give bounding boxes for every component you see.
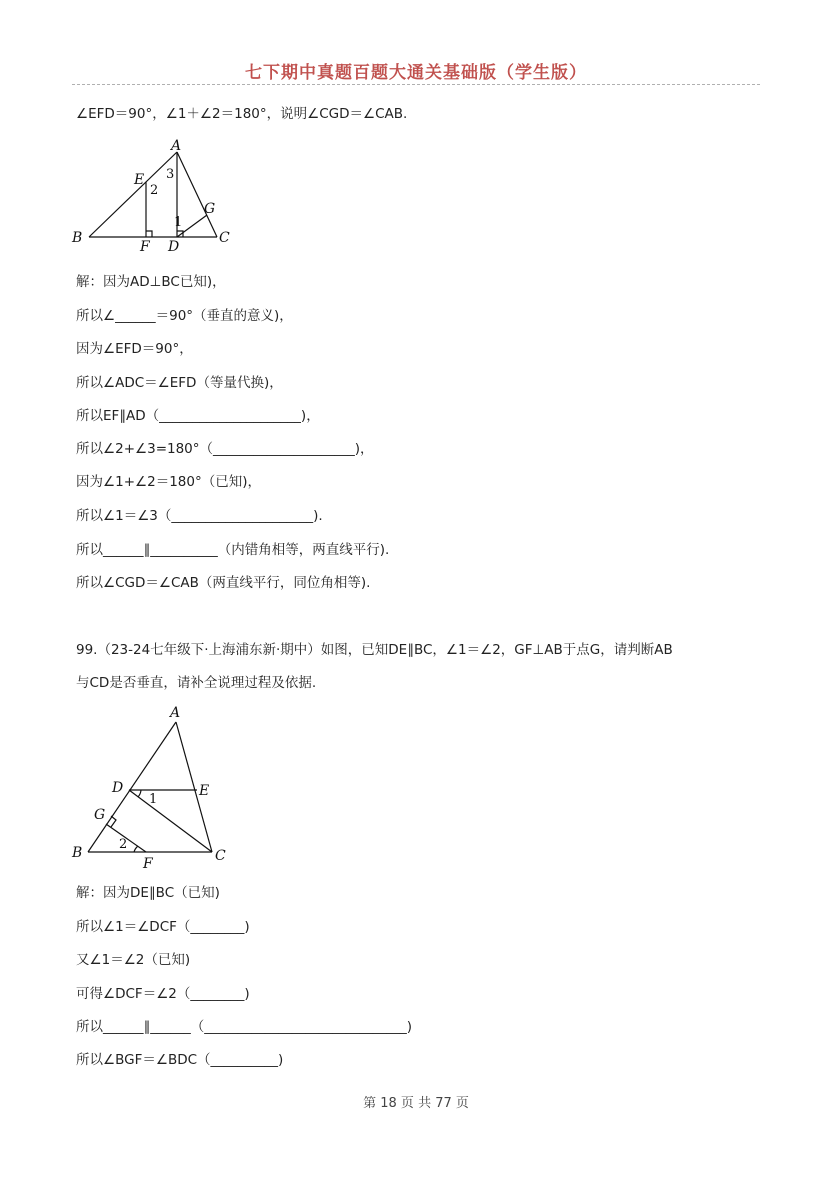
q98-angle-label-2: 2	[150, 183, 159, 198]
q99-segment-dc	[129, 790, 212, 852]
q99-side-ab	[88, 722, 176, 852]
q99-stem-line-2: 与CD是否垂直，请补全说理过程及依据.	[76, 675, 317, 691]
q99-step-2: 所以∠1＝∠DCF（________)	[76, 919, 250, 935]
q98-step-2: 所以∠______＝90°（垂直的意义)，	[76, 308, 293, 324]
q98-label-b: B	[72, 230, 83, 246]
q98-step-4: 所以∠ADC＝∠EFD（等量代换)，	[76, 375, 283, 391]
q98-step-3: 因为∠EFD＝90°，	[76, 341, 193, 357]
q98-side-ac	[177, 152, 217, 237]
q99-label-b: B	[72, 845, 83, 861]
q98-step-5: 所以EF∥AD（_____________________)，	[76, 408, 320, 424]
q98-step-7: 因为∠1+∠2＝180°（已知)，	[76, 474, 261, 490]
q99-angle-arc-1	[138, 790, 141, 797]
q99-figure	[70, 700, 240, 875]
q98-given: ∠EFD＝90°，∠1＋∠2＝180°，说明∠CGD＝∠CAB.	[76, 106, 408, 122]
q99-label-f: F	[143, 856, 153, 872]
q99-step-6: 所以∠BGF＝∠BDC（__________)	[76, 1052, 284, 1068]
q98-step-6: 所以∠2+∠3=180°（_____________________)，	[76, 441, 374, 457]
q99-label-c: C	[215, 848, 226, 864]
q99-label-a: A	[170, 705, 181, 721]
q98-label-d: D	[168, 239, 180, 255]
page-number-footer: 第 18 页 共 77 页	[363, 1096, 469, 1111]
q98-step-10: 所以∠CGD＝∠CAB（两直线平行，同位角相等).	[76, 575, 371, 591]
header-divider	[72, 84, 760, 85]
q98-label-f: F	[140, 239, 150, 255]
q98-label-c: C	[219, 230, 230, 246]
page-header-title: 七下期中真题百题大通关基础版（学生版）	[245, 63, 587, 83]
q99-angle-label-2: 2	[119, 837, 128, 852]
q99-angle-label-1: 1	[149, 792, 158, 807]
q99-step-3: 又∠1＝∠2（已知)	[76, 952, 191, 968]
q99-stem-line-1: 99.（23-24七年级下·上海浦东新·期中）如图，已知DE∥BC，∠1＝∠2，GF⊥AB于点G，请判断AB	[76, 642, 673, 658]
q98-label-g: G	[204, 201, 216, 217]
q98-step-8: 所以∠1＝∠3（_____________________).	[76, 508, 323, 524]
q99-label-g: G	[94, 807, 106, 823]
q98-label-e: E	[134, 172, 145, 188]
q98-figure	[70, 138, 250, 258]
q98-label-a: A	[171, 138, 182, 154]
q98-step-9: 所以______∥__________（内错角相等，两直线平行).	[76, 542, 390, 558]
q99-step-1: 解：因为DE∥BC（已知)	[76, 885, 220, 901]
q99-angle-arc-2	[134, 846, 138, 852]
q98-side-ab	[89, 152, 177, 237]
q98-right-angle-f	[146, 231, 152, 237]
q98-angle-label-3: 3	[166, 167, 175, 182]
q99-step-4: 可得∠DCF＝∠2（________)	[76, 986, 250, 1002]
q99-label-d: D	[112, 780, 124, 796]
q98-angle-label-1: 1	[174, 215, 183, 230]
q99-step-5: 所以______∥______（______________________________)	[76, 1019, 413, 1035]
q98-step-1: 解：因为AD⊥BC已知)，	[76, 274, 226, 290]
q99-label-e: E	[199, 783, 210, 799]
